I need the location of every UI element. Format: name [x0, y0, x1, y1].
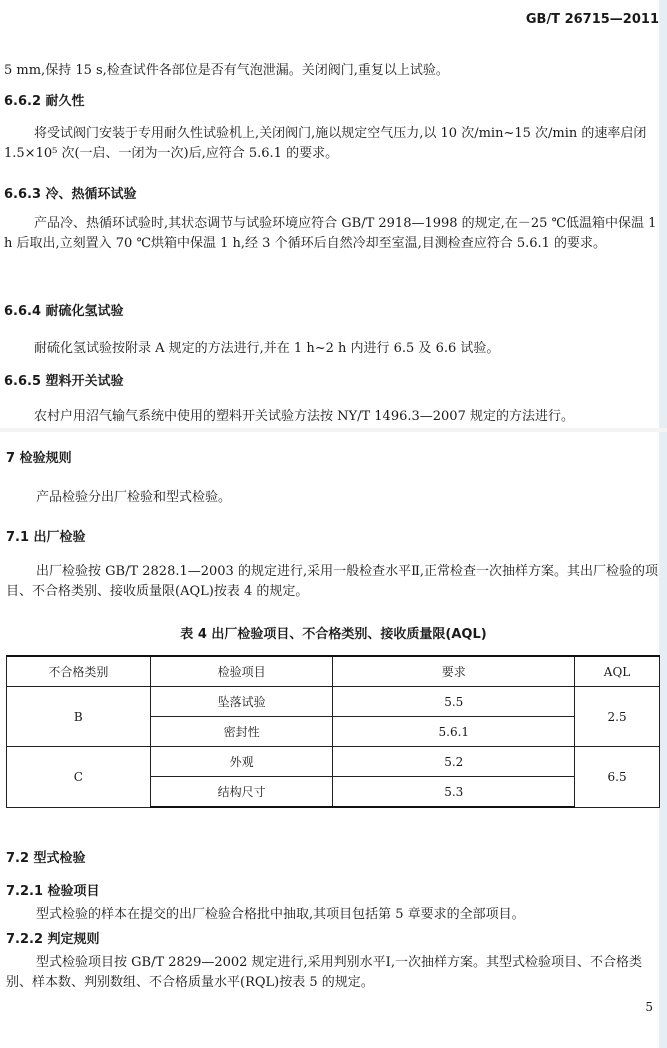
section-6-6-4-body: 耐硫化氢试验按附录 A 规定的方法进行,并在 1 h~2 h 内进行 6.5 及 6.6 试验。 [34, 341, 500, 356]
section-6-6-2-body: 将受试阀门安装于专用耐久性试验机上,关闭阀门,施以规定空气压力,以 10 次/min~15 次/min 的速率启闭 1.5×10⁵ 次(一启、一闭为一次)后,应符合 5.6.1 的要求。 [4, 126, 647, 161]
continued-line: 5 mm,保持 15 s,检查试件各部位是否有气泡泄漏。关闭阀门,重复以上试验。 [4, 63, 449, 78]
section-6-6-2-heading: 6.6.2 耐久性 [4, 94, 85, 109]
section-7-2-heading: 7.2 型式检验 [6, 851, 86, 866]
table-header-row [7, 656, 660, 687]
category-cell: C [7, 747, 151, 808]
aql-cell: 6.5 [575, 747, 660, 808]
section-7-2-2-heading: 7.2.2 判定规则 [6, 932, 100, 947]
requirement-cell: 5.5 [333, 687, 575, 717]
section-6-6-3-body: 产品冷、热循环试验时,其状态调节与试验环境应符合 GB/T 2918—1998 的规定,在－25 ℃低温箱中保温 1 h 后取出,立刻置入 70 ℃烘箱中保温 1 h,经 3 个循环后自然冷却至室温,目测检查应符合 5.6.1 的要求。 [4, 216, 657, 251]
requirement-cell: 5.3 [333, 777, 575, 808]
section-6-6-3-heading: 6.6.3 冷、热循环试验 [4, 187, 137, 202]
requirement-cell: 5.6.1 [333, 717, 575, 747]
requirement-cell: 5.2 [333, 747, 575, 777]
standard-code: GB/T 26715—2011 [525, 12, 659, 27]
scan-seam [0, 428, 667, 432]
section-7-body: 产品检验分出厂检验和型式检验。 [36, 490, 232, 505]
item-cell: 结构尺寸 [150, 777, 333, 808]
section-7-heading: 7 检验规则 [6, 451, 72, 466]
scan-edge [659, 0, 667, 1048]
item-cell: 坠落试验 [150, 687, 333, 717]
section-6-6-5-body: 农村户用沼气输气系统中使用的塑料开关试验方法按 NY/T 1496.3—2007 规定的方法进行。 [34, 409, 574, 424]
header-aql: AQL [575, 656, 660, 687]
table-row [7, 747, 660, 777]
section-7-1-heading: 7.1 出厂检验 [6, 530, 86, 545]
header-item: 检验项目 [150, 656, 333, 687]
category-cell: B [7, 687, 151, 747]
section-7-2-1-body: 型式检验的样本在提交的出厂检验合格批中抽取,其项目包括第 5 章要求的全部项目。 [36, 907, 525, 922]
item-cell: 密封性 [150, 717, 333, 747]
section-7-1-body: 出厂检验按 GB/T 2828.1—2003 的规定进行,采用一般检查水平Ⅱ,正常检查一次抽样方案。其出厂检验的项目、不合格类别、接收质量限(AQL)按表 4 的规定。 [6, 564, 659, 599]
table-row [7, 687, 660, 717]
section-6-6-5-heading: 6.6.5 塑料开关试验 [4, 374, 124, 389]
item-cell: 外观 [150, 747, 333, 777]
table-4-caption: 表 4 出厂检验项目、不合格类别、接收质量限(AQL) [180, 627, 487, 642]
header-category: 不合格类别 [7, 656, 151, 687]
page-number: 5 [645, 1000, 653, 1014]
header-requirement: 要求 [333, 656, 575, 687]
section-6-6-4-heading: 6.6.4 耐硫化氢试验 [4, 304, 124, 319]
section-7-2-2-body: 型式检验项目按 GB/T 2829—2002 规定进行,采用判别水平Ⅰ,一次抽样方案。其型式检验项目、不合格类别、样本数、判别数组、不合格质量水平(RQL)按表 5 的规定。 [6, 955, 642, 990]
aql-cell: 2.5 [575, 687, 660, 747]
table-4 [6, 655, 660, 808]
section-7-2-1-heading: 7.2.1 检验项目 [6, 884, 100, 899]
